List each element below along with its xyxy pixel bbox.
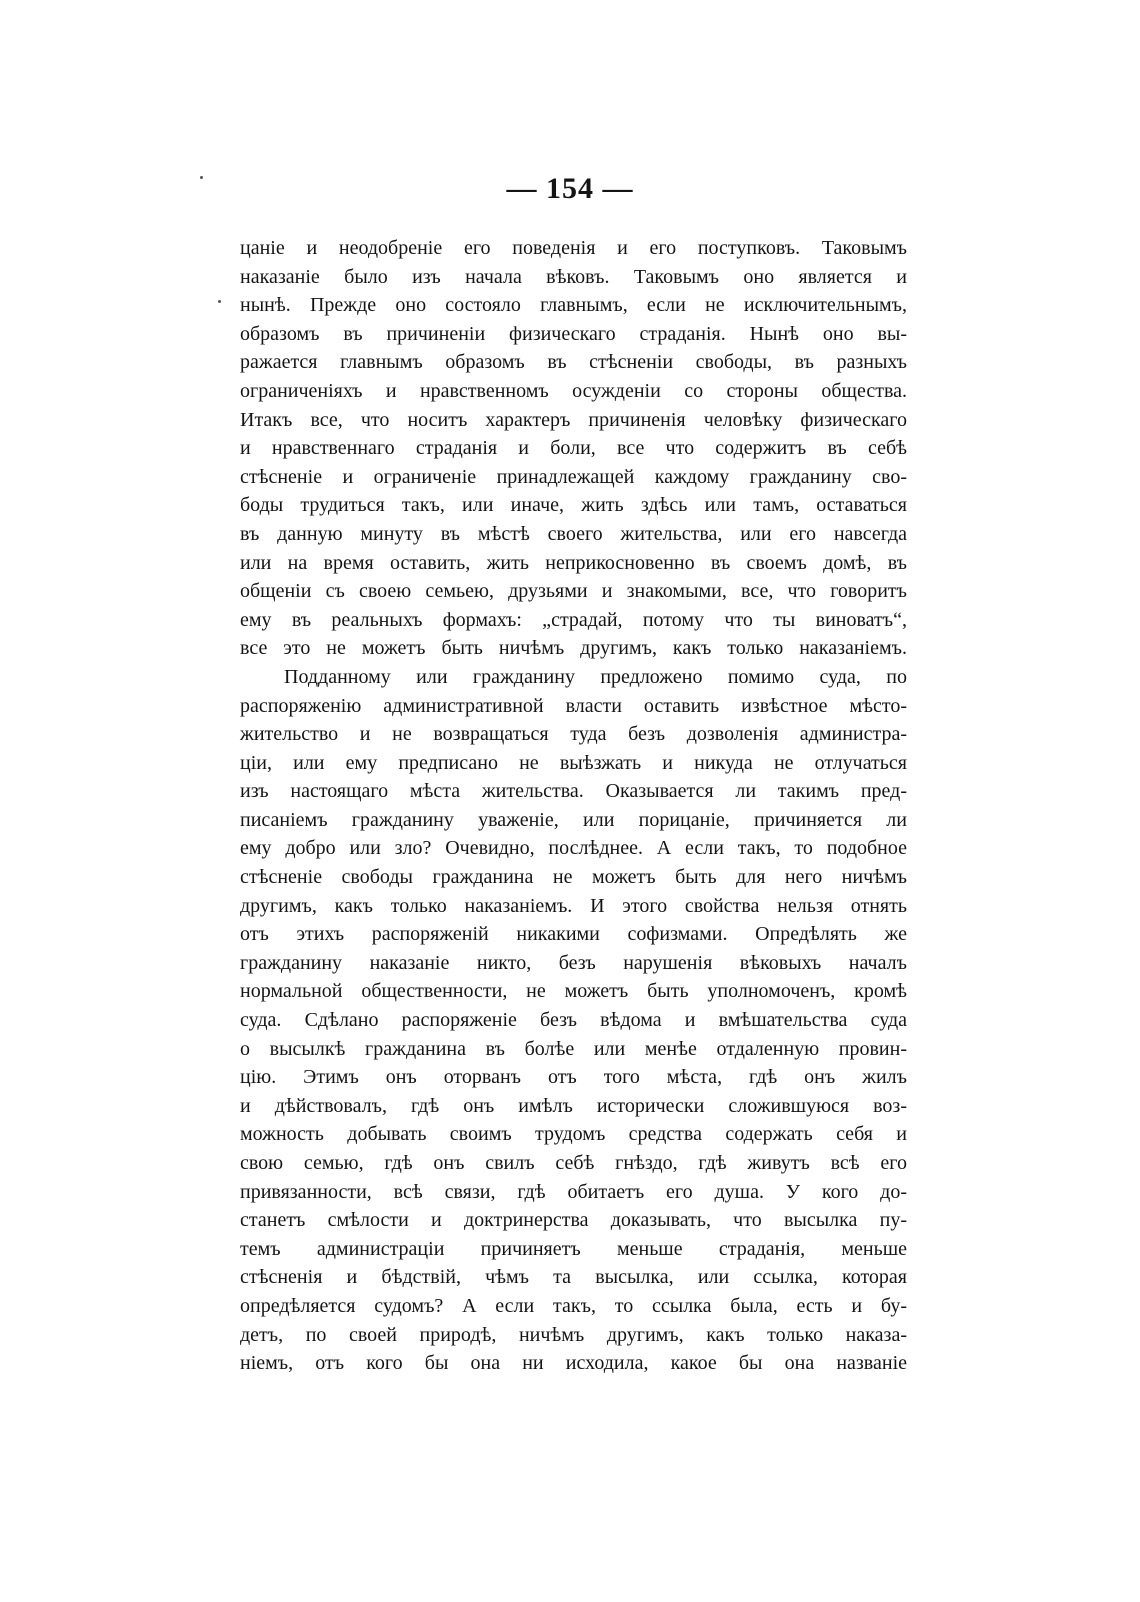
text-line: цію. Этимъ онъ оторванъ отъ того мѣста, гдѣ онъ жилъ <box>240 1066 907 1089</box>
text-line: Итакъ все, что носитъ характеръ причиненія человѣку физическаго <box>240 408 907 431</box>
paragraph-end-line: все это не можетъ быть ничѣмъ другимъ, какъ только наказаніемъ. <box>240 637 907 660</box>
text-line: о высылкѣ гражданина въ болѣе или менѣе отдаленную провин- <box>240 1037 907 1060</box>
text-line: детъ, по своей природѣ, ничѣмъ другимъ, какъ только наказа- <box>240 1323 907 1346</box>
text-line: нынѣ. Прежде оно состояло главнымъ, если не исключительнымъ, <box>240 294 907 317</box>
text-line: опредѣляется судомъ? А если такъ, то ссылка была, есть и бу- <box>240 1294 907 1317</box>
text-line: отъ этихъ распоряженій никакими софизмами. Опредѣлять же <box>240 923 907 946</box>
page-number: — 154 — <box>506 172 634 205</box>
text-line: цаніе и неодобреніе его поведенія и его поступковъ. Таковымъ <box>240 237 907 259</box>
body-text <box>240 234 907 1378</box>
text-line: другимъ, какъ только наказаніемъ. И этого свойства нельзя отнять <box>240 894 907 917</box>
text-line: общеніи съ своею семьею, друзьями и знакомыми, все, что говоритъ <box>240 580 907 603</box>
text-line: темъ администраціи причиняетъ меньше страданія, меньше <box>240 1237 907 1260</box>
text-line: ему добро или зло? Очевидно, послѣднее. А если такъ, то подобное <box>240 837 907 860</box>
text-line: жительство и не возвращаться туда безъ дозволенія администра- <box>240 723 907 746</box>
text-line: изъ настоящаго мѣста жительства. Оказывается ли такимъ пред- <box>240 780 907 803</box>
text-line: и дѣйствовалъ, гдѣ онъ имѣлъ исторически сложившуюся воз- <box>240 1094 907 1117</box>
text-line: нормальной общественности, не можетъ быть уполномоченъ, кромѣ <box>240 980 907 1003</box>
text-line: ціи, или ему предписано не выѣзжать и никуда не отлучаться <box>240 751 907 774</box>
scan-speck <box>200 176 203 179</box>
text-line: писаніемъ гражданину уваженіе, или порицаніе, причиняется ли <box>240 808 907 831</box>
text-line: привязанности, всѣ связи, гдѣ обитаетъ его душа. У кого до- <box>240 1180 907 1203</box>
text-line: стѣсненія и бѣдствій, чѣмъ та высылка, или ссылка, которая <box>240 1266 907 1289</box>
text-line: ніемъ, отъ кого бы она ни исходила, какое бы она названіе <box>240 1352 907 1375</box>
text-line: наказаніе было изъ начала вѣковъ. Таковымъ оно является и <box>240 265 907 288</box>
text-line: можность добывать своимъ трудомъ средства содержать себя и <box>240 1123 907 1146</box>
text-line: и нравственнаго страданія и боли, все что содержитъ въ себѣ <box>240 437 907 460</box>
text-line: суда. Сдѣлано распоряженіе безъ вѣдома и вмѣшательства суда <box>240 1009 907 1032</box>
text-line: въ данную минуту въ мѣстѣ своего жительства, или его навсегда <box>240 522 907 545</box>
text-line: свою семью, гдѣ онъ свилъ себѣ гнѣздо, гдѣ живутъ всѣ его <box>240 1152 907 1174</box>
text-line: станетъ смѣлости и доктринерства доказывать, что высылка пу- <box>240 1209 907 1232</box>
text-line: ограниченіяхъ и нравственномъ осужденіи со стороны общества. <box>240 379 907 402</box>
text-line: образомъ въ причиненіи физическаго страданія. Нынѣ оно вы- <box>240 322 907 345</box>
text-line: распоряженію административной власти оставить извѣстное мѣсто- <box>240 694 907 717</box>
text-line: гражданину наказаніе никто, безъ нарушенія вѣковыхъ началъ <box>240 951 907 974</box>
text-line: или на время оставить, жить неприкосновенно въ своемъ домѣ, въ <box>240 551 907 574</box>
scan-speck <box>218 300 221 303</box>
text-line: ему въ реальныхъ формахъ: „страдай, потому что ты виноватъ“, <box>240 608 907 631</box>
text-line: боды трудиться такъ, или иначе, жить здѣсь или тамъ, оставаться <box>240 494 907 517</box>
text-line: стѣсненіе свободы гражданина не можетъ быть для него ничѣмъ <box>240 866 907 889</box>
text-line: ражается главнымъ образомъ въ стѣсненіи свободы, въ разныхъ <box>240 351 907 374</box>
text-line: стѣсненіе и ограниченіе принадлежащей каждому гражданину сво- <box>240 465 907 488</box>
paragraph-start-line: Подданному или гражданину предложено помимо суда, по <box>284 665 907 688</box>
